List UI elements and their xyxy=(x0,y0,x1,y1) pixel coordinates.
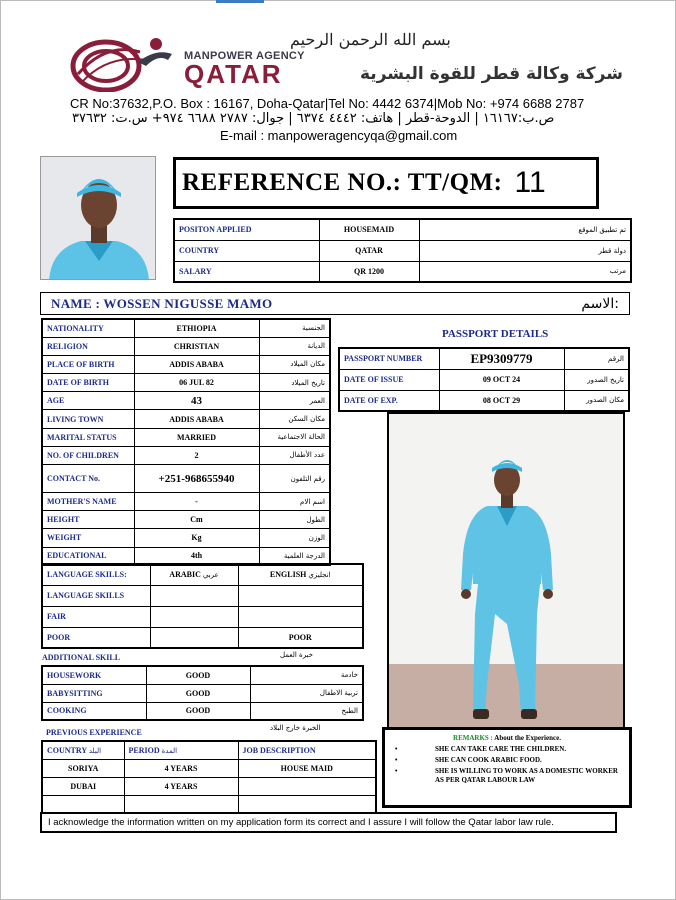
info-label: DATE OF BIRTH xyxy=(42,374,134,392)
info-label-ar: مكان الميلاد xyxy=(259,355,330,373)
previous-experience-label-ar: الخبرة خارج البلاد xyxy=(270,724,321,732)
country-value: QATAR xyxy=(319,240,419,261)
experience-country xyxy=(42,795,124,813)
skill-value: GOOD xyxy=(146,702,250,720)
info-value: CHRISTIAN xyxy=(134,337,259,355)
info-label-ar: الوزن xyxy=(259,529,330,547)
candidate-name: NAME : WOSSEN NIGUSSE MAMO xyxy=(51,295,273,311)
table-row xyxy=(339,369,629,390)
remarks-heading xyxy=(391,734,623,742)
table-row xyxy=(42,392,330,410)
info-value: 06 JUL 82 xyxy=(134,374,259,392)
country-label: COUNTRY xyxy=(174,240,319,261)
email-line: E-mail : manpoweragencyqa@gmail.com xyxy=(220,128,458,143)
info-value: +251-968655940 xyxy=(134,465,259,493)
additional-skill-label-ar: خبرة العمل xyxy=(280,651,313,659)
table-row xyxy=(42,777,376,795)
table-row xyxy=(42,428,330,446)
info-label: NO. OF CHILDREN xyxy=(42,446,134,464)
info-label-ar: عدد الأطفال xyxy=(259,446,330,464)
experience-period: 4 YEARS xyxy=(124,777,238,795)
table-row xyxy=(42,627,363,648)
info-label: LIVING TOWN xyxy=(42,410,134,428)
arabic-level xyxy=(150,627,238,648)
reference-box xyxy=(173,157,599,209)
info-label: NATIONALITY xyxy=(42,319,134,337)
position-label: POSITON APPLIED xyxy=(174,219,319,240)
table-row xyxy=(42,684,363,702)
info-label: HEIGHT xyxy=(42,511,134,529)
name-bar xyxy=(40,292,630,315)
info-label-ar: مكان السكن xyxy=(259,410,330,428)
table-row xyxy=(42,355,330,373)
arabic-level xyxy=(150,606,238,627)
experience-job: HOUSE MAID xyxy=(238,759,376,777)
info-label: WEIGHT xyxy=(42,529,134,547)
passport-table xyxy=(338,347,630,412)
period-header-ar: المدة xyxy=(161,746,178,755)
info-value: MARRIED xyxy=(134,428,259,446)
remarks-box xyxy=(382,727,632,808)
personal-info-table xyxy=(41,318,331,566)
agency-name-en-line1: MANPOWER AGENCY xyxy=(184,50,305,62)
table-row xyxy=(42,337,330,355)
position-table xyxy=(173,218,632,283)
info-label-ar: الدرجة العلمية xyxy=(259,547,330,565)
table-row xyxy=(339,348,629,369)
skill-label: COOKING xyxy=(42,702,146,720)
info-label-ar: الحالة الاجتماعية xyxy=(259,428,330,446)
info-label-ar: العمر xyxy=(259,392,330,410)
skill-value: GOOD xyxy=(146,666,250,684)
table-row xyxy=(42,493,330,511)
country-header-ar: البلد xyxy=(88,746,102,755)
experience-country: DUBAI xyxy=(42,777,124,795)
skill-label-ar: خادمة xyxy=(250,666,363,684)
info-label: MARITAL STATUS xyxy=(42,428,134,446)
table-row xyxy=(42,666,363,684)
passport-label-ar: مكان الصدور xyxy=(564,390,629,411)
experience-period: 4 YEARS xyxy=(124,759,238,777)
position-label-ar: تم تطبيق الموقع xyxy=(419,219,631,240)
agency-name-en-line2: QATAR xyxy=(184,59,283,89)
info-label: RELIGION xyxy=(42,337,134,355)
agency-name-ar: شركة وكالة قطر للقوة البشرية xyxy=(360,64,623,84)
salary-value: QR 1200 xyxy=(319,261,419,282)
info-label-ar: الطول xyxy=(259,511,330,529)
language-table xyxy=(41,563,364,649)
info-value: 43 xyxy=(134,392,259,410)
table-row xyxy=(42,606,363,627)
passport-label-ar: تاريخ الصدور xyxy=(564,369,629,390)
skill-label: BABYSITTING xyxy=(42,684,146,702)
arabic-label-ar: عربي xyxy=(202,571,219,580)
bismillah-calligraphy: بسم الله الرحمن الرحيم xyxy=(290,30,451,49)
arabic-column xyxy=(150,564,238,585)
passport-details-title: PASSPORT DETAILS xyxy=(442,328,549,340)
table-row xyxy=(42,795,376,813)
remarks-list xyxy=(391,745,623,785)
table-row xyxy=(42,446,330,464)
period-header: PERIOD xyxy=(128,745,160,755)
salary-label-ar: مرتب xyxy=(419,261,631,282)
info-label: MOTHER'S NAME xyxy=(42,493,134,511)
position-value: HOUSEMAID xyxy=(319,219,419,240)
english-level: POOR xyxy=(238,627,363,648)
info-value: - xyxy=(134,493,259,511)
list-item: • SHE CAN COOK ARABIC FOOD. xyxy=(391,756,623,765)
table-row xyxy=(42,374,330,392)
table-row xyxy=(339,390,629,411)
table-row xyxy=(42,564,363,585)
experience-country: SORIYA xyxy=(42,759,124,777)
skill-label: HOUSEWORK xyxy=(42,666,146,684)
job-description-header: JOB DESCRIPTION xyxy=(238,741,376,759)
table-row xyxy=(42,529,330,547)
salary-label: SALARY xyxy=(174,261,319,282)
language-row-label: FAIR xyxy=(42,606,150,627)
info-label: CONTACT No. xyxy=(42,465,134,493)
agency-logo-icon xyxy=(68,34,180,92)
table-row xyxy=(174,261,631,282)
acknowledgement-box: I acknowledge the information written on my application form its correct and I assure I will follow the Qatar labor law rule. xyxy=(40,812,617,833)
reference-number: 11 xyxy=(514,166,546,199)
info-value: Kg xyxy=(134,529,259,547)
table-row xyxy=(42,511,330,529)
info-label-ar: رقم التلفون xyxy=(259,465,330,493)
experience-job xyxy=(238,795,376,813)
contact-line-en: CR No:37632,P.O. Box : 16167, Doha-Qatar|Tel No: 4442 6374|Mob No: +974 6688 2787 xyxy=(70,96,585,111)
arabic-label: ARABIC xyxy=(169,570,201,580)
table-row xyxy=(42,585,363,606)
english-label-ar: انجليزي xyxy=(308,571,331,580)
passport-number: EP9309779 xyxy=(439,348,564,369)
country-header: COUNTRY xyxy=(47,745,87,755)
top-accent-line xyxy=(216,0,264,3)
full-body-photo xyxy=(387,412,625,730)
info-value: ADDIS ABABA xyxy=(134,355,259,373)
period-column-header xyxy=(124,741,238,759)
passport-label: DATE OF ISSUE xyxy=(339,369,439,390)
table-row xyxy=(42,465,330,493)
previous-experience-label: PREVIOUS EXPERIENCE xyxy=(46,728,142,737)
language-row-label: POOR xyxy=(42,627,150,648)
expiry-date: 08 OCT 29 xyxy=(439,390,564,411)
info-value: ETHIOPIA xyxy=(134,319,259,337)
english-column xyxy=(238,564,363,585)
contact-line-ar: ص.ب:١٦١٦٧ | الدوحة-قطر | هاتف: ٤٤٤٢ ٦٣٧٤ | جوال: ٢٧٨٧ ٦٦٨٨ ٩٧٤+ س.ت: ٣٧٦٣٢ xyxy=(72,111,555,126)
additional-skill-label: ADDITIONAL SKILL xyxy=(42,653,121,662)
experience-table xyxy=(41,740,377,814)
candidate-name-label-ar: الاسم: xyxy=(581,295,619,312)
passport-label: DATE OF EXP. xyxy=(339,390,439,411)
info-label-ar: تاريخ الميلاد xyxy=(259,374,330,392)
language-row-label: LANGUAGE SKILLS xyxy=(42,585,150,606)
arabic-level xyxy=(150,585,238,606)
skill-value: GOOD xyxy=(146,684,250,702)
table-row xyxy=(42,741,376,759)
country-label-ar: دولة قطر xyxy=(419,240,631,261)
reference-label: REFERENCE NO.: TT/QM: xyxy=(182,169,503,196)
language-header: LANGUAGE SKILLS: xyxy=(42,564,150,585)
info-value: Cm xyxy=(134,511,259,529)
list-item: • SHE CAN TAKE CARE THE CHILDREN. xyxy=(391,745,623,754)
info-value: ADDIS ABABA xyxy=(134,410,259,428)
passport-label-ar: الرقم xyxy=(564,348,629,369)
info-label-ar: اسم الام xyxy=(259,493,330,511)
portrait-photo xyxy=(40,156,156,280)
skill-label-ar: الطبخ xyxy=(250,702,363,720)
info-value: 2 xyxy=(134,446,259,464)
table-row xyxy=(174,219,631,240)
table-row xyxy=(42,410,330,428)
issue-date: 09 OCT 24 xyxy=(439,369,564,390)
english-level xyxy=(238,585,363,606)
skills-table xyxy=(41,665,364,721)
remarks-title: REMARKS : xyxy=(453,734,493,742)
country-column-header xyxy=(42,741,124,759)
experience-period xyxy=(124,795,238,813)
remarks-subtitle: About the Experience. xyxy=(494,734,561,742)
list-item: • SHE IS WILLING TO WORK AS A DOMESTIC WORKER AS PER QATAR LABOUR LAW xyxy=(391,767,623,785)
info-label-ar: الديانة xyxy=(259,337,330,355)
info-label: EDUCATIONAL xyxy=(42,547,134,565)
info-label: AGE xyxy=(42,392,134,410)
english-label: ENGLISH xyxy=(269,570,307,580)
english-level xyxy=(238,606,363,627)
info-label-ar: الجنسية xyxy=(259,319,330,337)
info-value: 4th xyxy=(134,547,259,565)
passport-label: PASSPORT NUMBER xyxy=(339,348,439,369)
experience-job xyxy=(238,777,376,795)
table-row xyxy=(42,319,330,337)
info-label: PLACE OF BIRTH xyxy=(42,355,134,373)
table-row xyxy=(174,240,631,261)
table-row xyxy=(42,702,363,720)
table-row xyxy=(42,759,376,777)
skill-label-ar: تربية الاطفال xyxy=(250,684,363,702)
